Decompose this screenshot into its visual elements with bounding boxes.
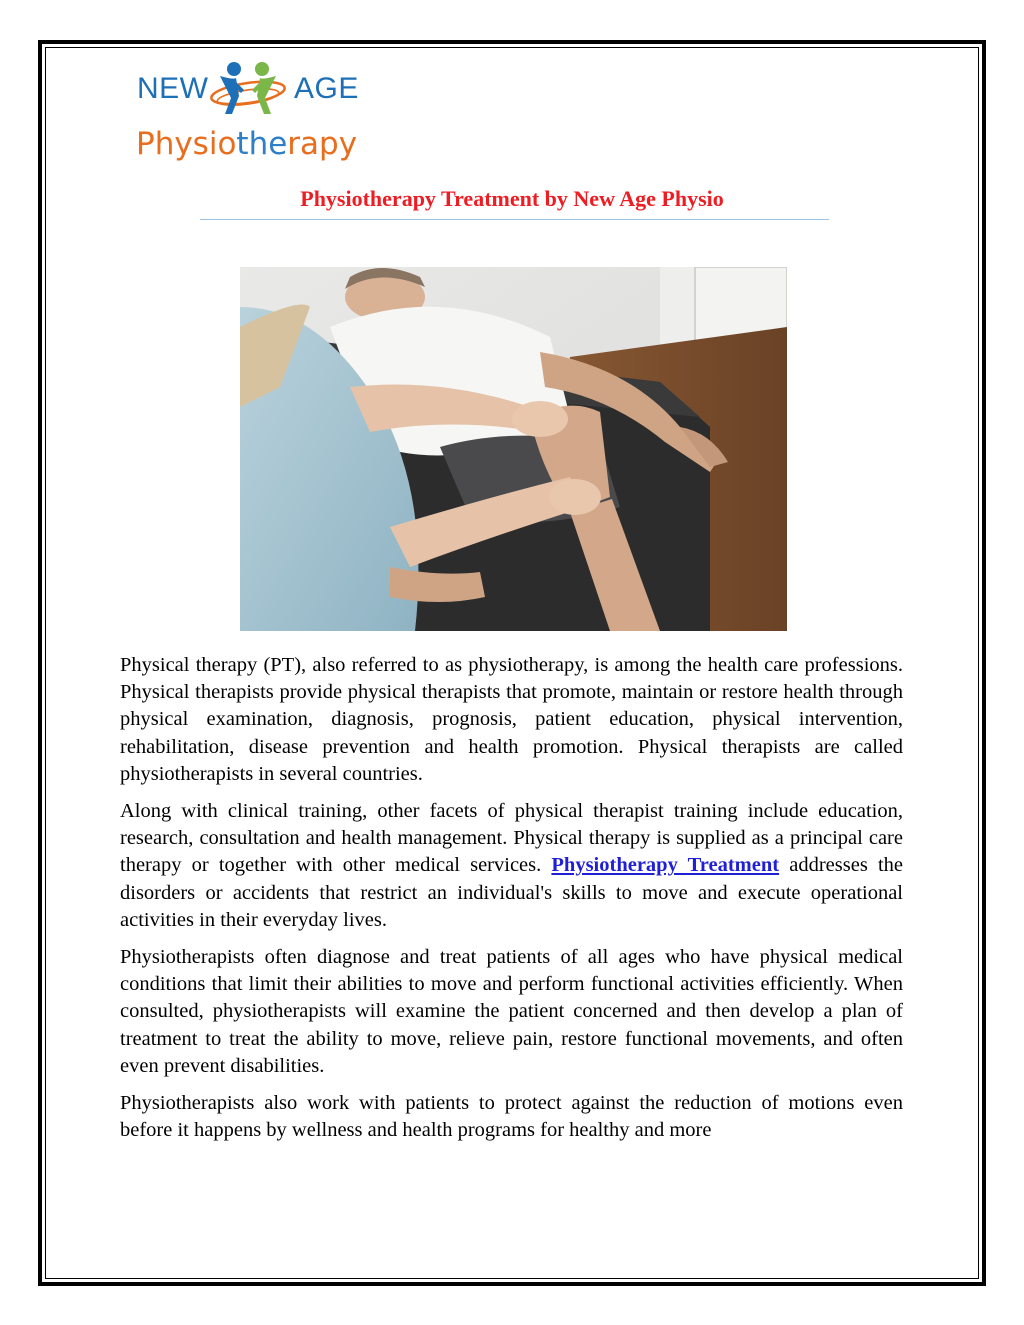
physiotherapy-treatment-link[interactable]: Physiotherapy Treatment [551, 854, 780, 877]
article-body [120, 652, 903, 1154]
paragraph-2-rest: addresses the disorders or accidents that restrict an individual's skills to move and execute operational activities in their everyday lives. [120, 854, 903, 931]
logo-word-new: NEW [137, 72, 209, 105]
page-title: Physiotherapy Treatment by New Age Physio [300, 186, 724, 211]
paragraph-4: Physiotherapists also work with patients to protect against the reduction of motions even before it happens by wellness and health programs for healthy and more [120, 1092, 903, 1142]
paragraph-2-intro: Along with clinical training, other facets of physical therapist training include education, research, consultation and health management. Physical therapy is supplied as a principal care therapy or together with other medical services. [120, 800, 903, 877]
paragraph-1: Physical therapy (PT), also referred to as physiotherapy, is among the health care professions. Physical therapists provide physical therapists that promote, maintain or restore health through physical examination, diagnosis, prognosis, patient education, physical intervention, rehabilitation, disease prevention and health promotion. Physical therapists are called physiotherapists in several countries. [120, 654, 903, 785]
logo-physio-part-a: Physio [136, 126, 237, 162]
paragraph-3: Physiotherapists often diagnose and treat patients of all ages who have physical medical conditions that limit their abilities to move and perform functional activities efficiently. When consulted, physiotherapists will examine the patient concerned and then develop a plan of treatment to treat the ability to move, relieve pain, restore functional movements, and often even prevent disabilities. [120, 946, 903, 1077]
logo-word-physiotherapy [136, 124, 357, 164]
physiotherapy-knee-treatment-photo [240, 267, 787, 631]
logo-physio-part-c: rapy [287, 126, 358, 162]
paragraph-2 [120, 798, 903, 934]
logo-physio-part-b: the [236, 126, 288, 162]
logo-word-age: AGE [294, 72, 359, 105]
new-age-physiotherapy-logo [120, 52, 380, 172]
title-divider [200, 219, 829, 220]
